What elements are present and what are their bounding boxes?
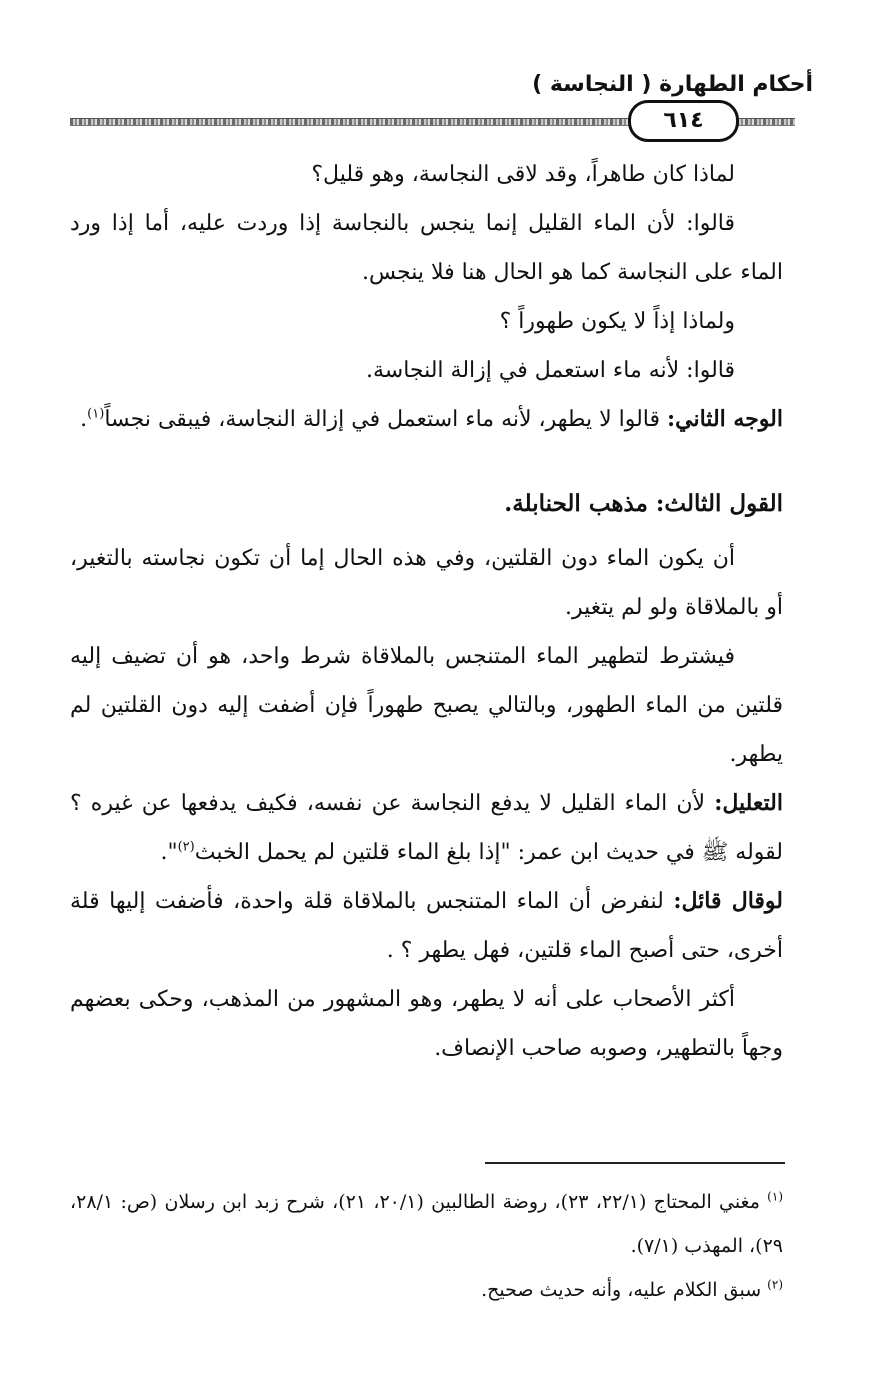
footnote-1-marker: (١) — [767, 1189, 783, 1204]
paragraph-question-2: ولماذا إذاً لا يكون طهوراً ؟ — [499, 309, 735, 334]
footnotes — [70, 1180, 783, 1312]
section-heading: القول الثالث: مذهب الحنابلة. — [504, 490, 783, 517]
footnote-1-text: مغني المحتاج (٢٢/١، ٢٣)، روضة الطالبين (٢٠/١، ٢١)، شرح زبد ابن رسلان (ص: ٢٨/١، ٢٩)، المهذب (٧/١). — [70, 1191, 783, 1257]
main-text — [70, 150, 783, 1073]
second-view-label: الوجه الثاني: — [667, 406, 783, 432]
paragraph-reasoning — [70, 779, 783, 877]
reasoning-text: لأن الماء القليل لا يدفع النجاسة عن نفسه، فكيف يدفعها عن غيره ؟ لقوله ﷺ في حديث ابن عمر: "إذا بلغ الماء قلتين لم يحمل الخبث — [70, 791, 783, 865]
paragraph-question: لماذا كان طاهراً، وقد لاقى النجاسة، وهو قليل؟ — [311, 162, 735, 187]
paragraph-requirement: فيشترط لتطهير الماء المتنجس بالملاقاة شرط واحد، هو أن تضيف إليه قلتين من الماء الطهور، وبالتالي يصبح طهوراً فإن أضفت إليه دون القلتين لم يطهر. — [70, 644, 783, 767]
footnote-separator — [485, 1162, 785, 1164]
footnote-1 — [70, 1180, 783, 1268]
second-view-end: . — [80, 407, 88, 432]
footnote-ref-2: (٢) — [177, 839, 195, 855]
reasoning-end: ". — [160, 840, 178, 865]
page-number: ٦١٤ — [628, 100, 739, 142]
footnote-ref-1: (١) — [87, 406, 105, 422]
paragraph-answer-1: قالوا: لأن الماء القليل إنما ينجس بالنجاسة إذا وردت عليه، أما إذا ورد الماء على النجاسة كما هو الحال هنا فلا ينجس. — [70, 211, 783, 285]
running-header-title: أحكام الطهارة ( النجاسة ) — [532, 72, 813, 97]
second-view-text: قالوا لا يطهر، لأنه ماء استعمل في إزالة النجاسة، فيبقى نجساً — [104, 407, 668, 432]
reasoning-label: التعليل: — [714, 790, 783, 816]
footnote-2-marker: (٢) — [767, 1277, 783, 1292]
paragraph-second-view — [70, 395, 783, 444]
hypothetical-text: لنفرض أن الماء المتنجس بالملاقاة قلة واحدة، فأضفت إليها قلة أخرى، حتى أصبح الماء قلتين، فهل يطهر ؟ . — [70, 889, 783, 963]
footnote-2 — [70, 1268, 783, 1312]
hypothetical-label: لوقال قائل: — [673, 888, 783, 914]
footnote-2-text: سبق الكلام عليه، وأنه حديث صحيح. — [481, 1279, 768, 1301]
paragraph-conclusion: أكثر الأصحاب على أنه لا يطهر، وهو المشهور من المذهب، وحكى بعضهم وجهاً بالتطهير، وصوبه صاحب الإنصاف. — [70, 987, 783, 1061]
paragraph-answer-2: قالوا: لأنه ماء استعمل في إزالة النجاسة. — [365, 358, 735, 383]
paragraph-condition: أن يكون الماء دون القلتين، وفي هذه الحال إما أن تكون نجاسته بالتغير، أو بالملاقاة ولو لم يتغير. — [70, 546, 783, 620]
paragraph-hypothetical — [70, 877, 783, 975]
